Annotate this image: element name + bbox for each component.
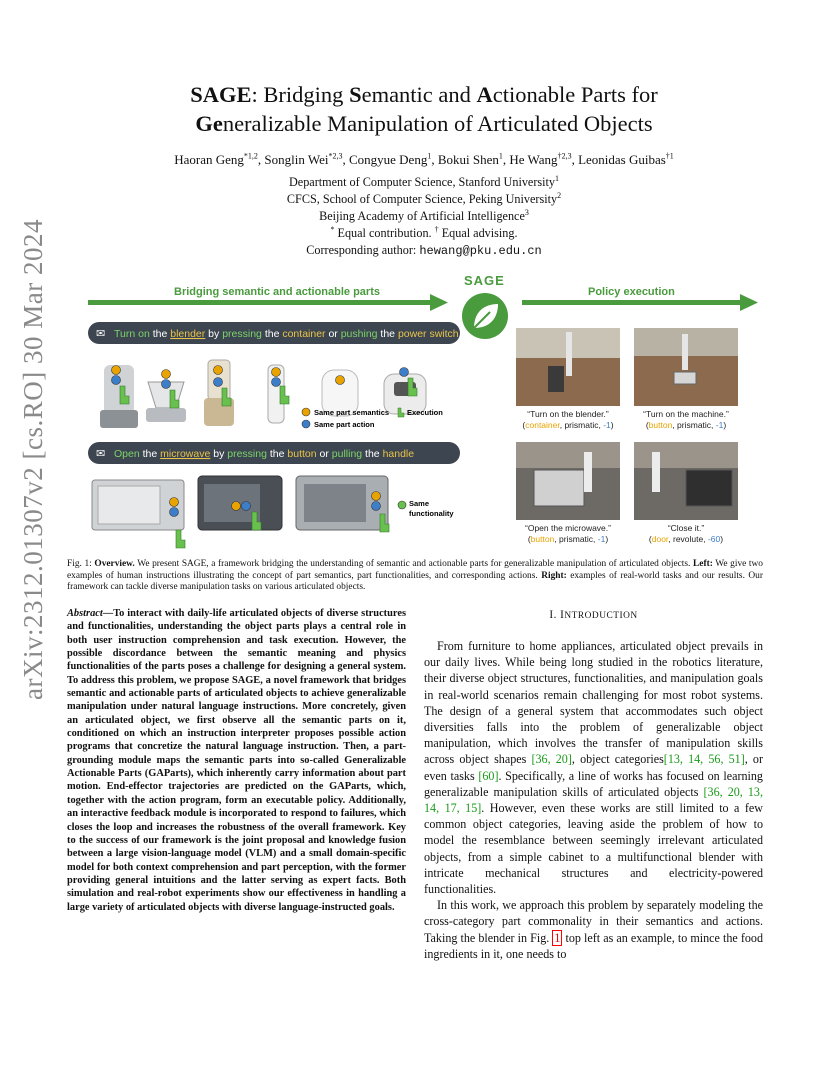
abstract-text: —To interact with daily-life articulated objects of diverse structures and functionalities, understanding the object parts plays a central role in both user instruction comprehension and task execution. However, the possible discordance between the semantic meaning and physics functionalities of the parts poses a challenge for designing a general system. To address this problem, we propose SAGE, a novel framework that bridges semantic and actionable parts of articulated objects to achieve generalizable manipulation under natural language instructions. More concretely, given an articulated object, we first observe all the semantic parts on it, conditioned on which an instruction interpreter proposes possible action programs that concretize the natural language instruction. Then, a part-grounding module maps the semantic parts into so-called Generalizable Actionable Parts (GAParts), which inherently carry information about part motion. End-effector trajectories are predicted on the GAParts, which, together with the action program, form an executable policy. Additionally, an interactive feedback module is incorporated to respond to failures, which closes the loop and increases the robustness of the overall framework. Key to the success of our framework is the joint proposal and knowledge fusion between a large vision-language model (VLM) and a small domain-specific model for both context comprehension and part perception, with the former providing general intuitions and the latter serving as expert facts. Both simulation and real-robot experiments show our effectiveness in handling a large variety of articulated objects with diverse language-instructed goals. xyxy=(67,608,406,913)
figure-caption: Fig. 1: Overview. We present SAGE, a framework bridging the understanding of semantic and actionable parts for generalizable manipulation of articulated objects. Left: We give two examples of human instructions illustrating the concept of part semantics, part functionalities, and corresponding actions. Right: examples of real-world tasks and our results. Our framework can tackle diverse manipulation tasks on various articulated objects. xyxy=(67,559,763,592)
arxiv-identifier: arXiv:2312.01307v2 [cs.RO] 30 Mar 2024 xyxy=(18,219,48,700)
author-list: Haoran Geng$^{*1,2}$, Songlin Wei$^{*2,3}$, Congyue Deng$^1$, Bokui Shen$^1$, He Wang$^{\dagger 2,3}$, Leonidas Guibas$^{\dagger 1}$ xyxy=(174,151,674,167)
legend-same-semantics: Same part semantics xyxy=(314,408,390,417)
photo-action-params: (button, prismatic, -1) xyxy=(527,534,609,544)
photo-instruction: “Turn on the blender.” xyxy=(527,409,609,419)
right-arrow-head xyxy=(740,294,758,311)
citation[interactable]: [36, 20, 13, 14, 17, 15] xyxy=(424,784,763,816)
photo-instruction: “Turn on the machine.” xyxy=(643,409,729,419)
legend-same-functionality-2: functionality xyxy=(409,509,454,518)
citation[interactable]: [13, 14, 56, 51] xyxy=(663,752,745,767)
chat-icon: ✉ xyxy=(96,328,106,340)
chat-icon-2: ✉ xyxy=(96,448,106,460)
section-heading-introduction: I. INTRODUCTION xyxy=(549,609,638,621)
affiliation-stanford: Department of Computer Science, Stanford University$^1$ xyxy=(288,173,560,189)
legend-same-action: Same part action xyxy=(314,420,375,429)
email-link[interactable]: hewang@pku.edu.cn xyxy=(419,244,542,258)
photo-action-params: (button, prismatic, -1) xyxy=(645,420,727,430)
left-band-label: Bridging semantic and actionable parts xyxy=(174,286,380,298)
intro-paragraph-1: From furniture to home appliances, articulated object prevails in our daily lives. While being long studied in the robotics literature, their diverse object structures, functionalities, and manipulation goals in real-world scenarios remain challenging for most robot systems. The design of a general system that accommodates such object diversities falls into the problem of generalizable object manipulation, which involves the transfer of manipulation skills across object shapes [36, 20], object categories[13, 14, 56, 51], or even tasks [60]. Specifically, a line of works has focused on learning generalizable manipulation skills of articulated objects [36, 20, 13, 14, 17, 15]. However, even these works are still limited to a few common object categories, leaving aside the problem of how to model the resemblance between seemingly irrelevant articulated objects, from a simple cabinet to a multifunctional blender with intricate mechanical structures and electricity-powered functionalities. xyxy=(424,639,763,897)
intro-paragraph-2: In this work, we approach this problem by separately modeling the cross-category part commonality in their semantics and actions. Taking the blender in Fig. 1 top left as an example, to mince the food ingredients in it, one needs to xyxy=(424,898,763,961)
photo-action-params: (door, revolute, -60) xyxy=(648,534,724,544)
figure-canvas xyxy=(86,270,758,552)
microwave-row xyxy=(92,476,389,548)
left-arrow-shaft xyxy=(88,300,432,305)
title-line-2: Generalizable Manipulation of Articulated Objects xyxy=(195,111,653,136)
equal-contribution-note: * Equal contribution. † Equal advising. xyxy=(330,224,518,240)
affiliations xyxy=(90,174,758,260)
affiliation-pku: CFCS, School of Computer Science, Peking University$^2$ xyxy=(286,190,562,206)
left-arrow-head xyxy=(430,294,448,311)
affiliation-baai: Beijing Academy of Artificial Intelligence$^3$ xyxy=(319,207,529,223)
sage-logo-text: SAGE xyxy=(464,273,505,288)
corresponding-author: Corresponding author: hewang@pku.edu.cn xyxy=(306,243,542,258)
right-arrow-shaft xyxy=(522,300,742,305)
legend-same-functionality-1: Same xyxy=(409,499,430,508)
abstract-heading: Abstract xyxy=(67,608,103,619)
legend-execution: Execution xyxy=(407,408,443,417)
legend-green-dot xyxy=(398,501,406,509)
legend-blue-dot xyxy=(302,420,310,428)
citation[interactable]: [36, 20] xyxy=(531,752,572,767)
instruction-2-text: Open the microwave by pressing the button or pulling the handle xyxy=(114,448,415,460)
instruction-1-text: Turn on the blender by pressing the container or pushing the power switch xyxy=(114,328,459,340)
paper-title xyxy=(90,80,758,138)
title-line-1: SAGE: Bridging Semantic and Actionable Parts for xyxy=(190,82,658,107)
abstract xyxy=(67,607,406,914)
citation[interactable]: [60] xyxy=(478,768,499,783)
introduction-body xyxy=(424,638,763,962)
right-band-label: Policy execution xyxy=(588,286,675,298)
figure-reference-link[interactable]: 1 xyxy=(554,930,561,945)
overview-figure xyxy=(86,270,758,552)
photo-instruction: “Open the microwave.” xyxy=(525,523,611,533)
photo-instruction: “Close it.” xyxy=(667,523,705,533)
blender-row xyxy=(100,360,426,428)
legend-yellow-dot xyxy=(302,408,310,416)
photo-action-params: (container, prismatic, -1) xyxy=(522,420,614,430)
